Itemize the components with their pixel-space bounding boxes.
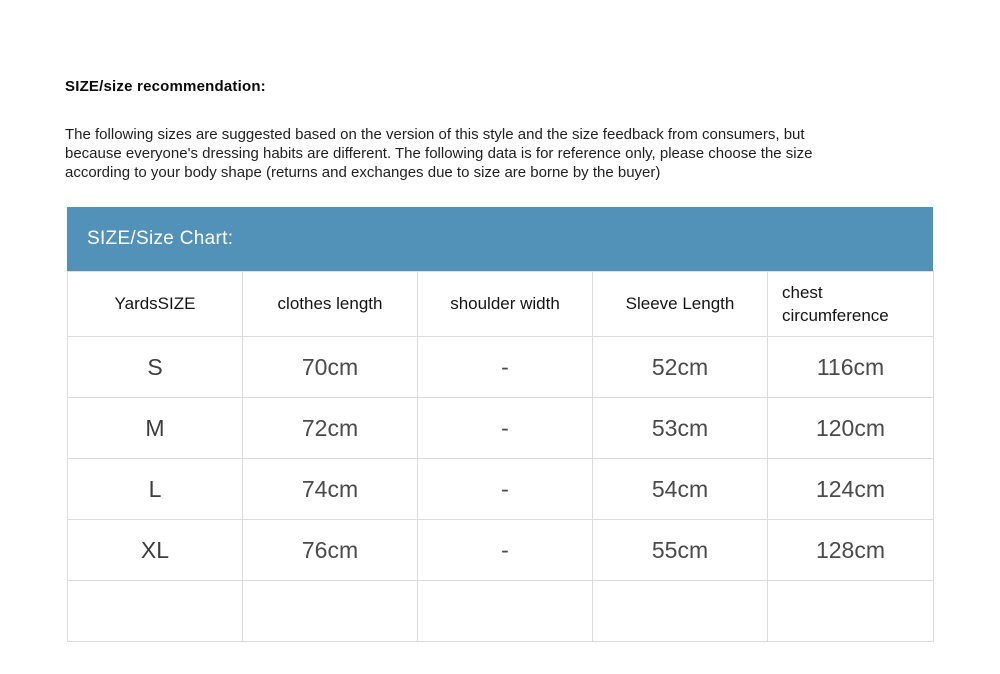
page-title: SIZE/size recommendation: <box>65 78 266 95</box>
size-row-empty <box>68 581 934 642</box>
intro-text <box>65 125 925 182</box>
sleeve-length-cell: 52cm <box>593 337 768 398</box>
size-cell: M <box>68 398 243 459</box>
size-chart-title: SIZE/Size Chart: <box>87 228 234 249</box>
size-row-m <box>68 398 934 459</box>
intro-line: because everyone's dressing habits are different. The following data is for reference only, please choose the size <box>65 145 813 162</box>
size-cell <box>68 581 243 642</box>
clothes-length-cell <box>243 581 418 642</box>
column-header-chest-circumference: chest circumference <box>768 272 934 337</box>
size-cell: S <box>68 337 243 398</box>
intro-line: according to your body shape (returns and exchanges due to size are borne by the buyer) <box>65 164 661 181</box>
sleeve-length-cell: 54cm <box>593 459 768 520</box>
shoulder-width-cell: - <box>418 337 593 398</box>
size-row-l <box>68 459 934 520</box>
shoulder-width-cell: - <box>418 459 593 520</box>
chest-circumference-cell: 116cm <box>768 337 934 398</box>
chest-circumference-cell: 128cm <box>768 520 934 581</box>
size-chart-section <box>67 207 933 642</box>
chest-circumference-cell: 124cm <box>768 459 934 520</box>
column-header-sleeve-length: Sleeve Length <box>593 272 768 337</box>
column-header-yards-size: YardsSIZE <box>68 272 243 337</box>
clothes-length-cell: 72cm <box>243 398 418 459</box>
intro-line: The following sizes are suggested based on the version of this style and the size feedback from consumers, but <box>65 126 805 143</box>
size-chart-title-bar <box>67 207 933 271</box>
size-table-header-row <box>68 272 934 337</box>
sleeve-length-cell <box>593 581 768 642</box>
chest-circumference-cell <box>768 581 934 642</box>
clothes-length-cell: 76cm <box>243 520 418 581</box>
clothes-length-cell: 74cm <box>243 459 418 520</box>
sleeve-length-cell: 53cm <box>593 398 768 459</box>
shoulder-width-cell <box>418 581 593 642</box>
size-row-xl <box>68 520 934 581</box>
column-header-shoulder-width: shoulder width <box>418 272 593 337</box>
shoulder-width-cell: - <box>418 520 593 581</box>
clothes-length-cell: 70cm <box>243 337 418 398</box>
shoulder-width-cell: - <box>418 398 593 459</box>
column-header-clothes-length: clothes length <box>243 272 418 337</box>
chest-circumference-cell: 120cm <box>768 398 934 459</box>
sleeve-length-cell: 55cm <box>593 520 768 581</box>
size-cell: XL <box>68 520 243 581</box>
size-cell: L <box>68 459 243 520</box>
size-table <box>67 271 934 642</box>
size-row-s <box>68 337 934 398</box>
